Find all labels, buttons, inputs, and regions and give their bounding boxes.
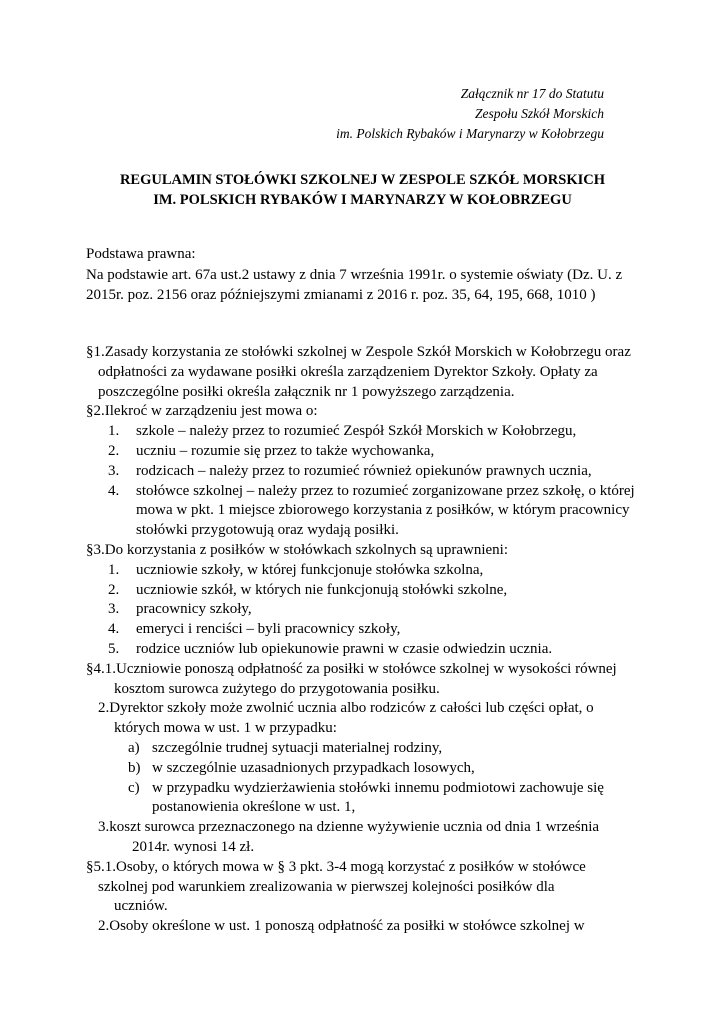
paragraph-line: poszczególne posiłki określa załącznik nr 1 powyższego zarządzenia. [98, 383, 515, 400]
list-number: 4. [108, 621, 120, 638]
list-item-continuation: stołówki przygotowują oraz wydają posiłki. [136, 522, 399, 539]
list-text: szkole – należy przez to rozumieć Zespół Szkół Morskich w Kołobrzegu, [136, 423, 577, 440]
section-2 [86, 402, 656, 541]
list-number: 3. [108, 601, 120, 618]
list-text: uczniowie szkoły, w której funkcjonuje stołówka szkolna, [136, 561, 484, 578]
list-number: 2. [108, 442, 120, 459]
list-item [86, 779, 656, 799]
document-title-line: REGULAMIN STOŁÓWKI SZKOLNEJ W ZESPOLE SZKÓŁ MORSKICH [119, 172, 606, 188]
list-text: uczniowie szkół, w których nie funkcjonują stołówki szkolne, [136, 581, 508, 598]
list-item [86, 640, 656, 660]
list-item [86, 739, 656, 759]
paragraph-line: szkolnej pod warunkiem zrealizowania w pierwszej kolejności posiłków dla [98, 878, 555, 895]
legal-basis-line: Na podstawie art. 67a ust.2 ustawy z dnia 7 września 1991r. o systemie oświaty (Dz. U. z [86, 266, 623, 283]
list-letter: c) [128, 779, 140, 796]
list-text: emeryci i renciści – byli pracownicy szkoły, [136, 621, 401, 638]
list-text: rodzice uczniów lub opiekunowie prawni w czasie odwiedzin ucznia. [136, 640, 553, 657]
attachment-note-line: Zespołu Szkół Morskich [475, 106, 604, 121]
section-3 [86, 541, 656, 660]
list-text: pracownicy szkoły, [136, 601, 252, 618]
paragraph-line: 3.koszt surowca przeznaczonego na dzienne wyżywienie ucznia od dnia 1 września [98, 819, 600, 836]
list-text: w szczególnie uzasadnionych przypadkach losowych, [152, 759, 475, 776]
paragraph-line: kosztom surowca zużytego do przygotowania posiłku. [114, 680, 440, 697]
legal-basis [86, 244, 646, 306]
section-1 [86, 343, 656, 402]
paragraph-line: §4.1.Uczniowie ponoszą odpłatność za posiłki w stołówce szkolnej w wysokości równej [86, 660, 617, 677]
section-intro: §3.Do korzystania z posiłków w stołówkach szkolnych są uprawnieni: [86, 541, 508, 558]
paragraph-line: 2.Dyrektor szkoły może zwolnić ucznia albo rodziców z całości lub części opłat, o [98, 700, 594, 717]
attachment-note-line: im. Polskich Rybaków i Marynarzy w Kołobrzegu [336, 126, 604, 141]
paragraph-line: których mowa w ust. 1 w przypadku: [114, 720, 337, 737]
attachment-note [336, 84, 604, 144]
list-text: rodzicach – należy przez to rozumieć również opiekunów prawnych ucznia, [136, 462, 592, 479]
list-text: szczególnie trudnej sytuacji materialnej rodziny, [152, 739, 443, 756]
list-letter: a) [128, 739, 140, 756]
paragraph-line: §1.Zasady korzystania ze stołówki szkolnej w Zespole Szkół Morskich w Kołobrzegu oraz [86, 344, 631, 360]
list-number: 2. [108, 581, 120, 598]
section-4 [86, 660, 656, 858]
list-item-continuation: postanowienia określone w ust. 1, [152, 799, 356, 816]
list-number: 5. [108, 640, 120, 657]
list-item [86, 422, 656, 442]
paragraph-line: §5.1.Osoby, o których mowa w § 3 pkt. 3-4 mogą korzystać z posiłków w stołówce [86, 858, 586, 875]
list-number: 1. [108, 423, 120, 440]
list-item [86, 482, 656, 502]
list-item [86, 442, 656, 462]
section-5 [86, 858, 656, 937]
legal-basis-heading: Podstawa prawna: [86, 246, 196, 262]
attachment-note-line: Załącznik nr 17 do Statutu [460, 86, 604, 101]
paragraph-line: odpłatności za wydawane posiłki określa zarządzeniem Dyrektor Szkoły. Opłaty za [98, 363, 598, 380]
list-number: 1. [108, 561, 120, 578]
document-title-line: IM. POLSKICH RYBAKÓW I MARYNARZY W KOŁOBRZEGU [153, 192, 572, 208]
list-item [86, 462, 656, 482]
list-item [86, 620, 656, 640]
list-text: stołówce szkolnej – należy przez to rozumieć zorganizowane przez szkołę, o której [136, 482, 635, 499]
list-item [86, 561, 656, 581]
section-intro: §2.Ilekroć w zarządzeniu jest mowa o: [86, 403, 318, 420]
paragraph-line: 2.Osoby określone w ust. 1 ponoszą odpłatność za posiłki w stołówce szkolnej w [98, 918, 585, 935]
paragraph-line: uczniów. [114, 898, 168, 915]
list-item-continuation: mowa w pkt. 1 miejsce zbiorowego korzystania z posiłków, w którym pracownicy [136, 502, 630, 519]
legal-basis-line: 2015r. poz. 2156 oraz późniejszymi zmianami z 2016 r. poz. 35, 64, 195, 668, 1010 ) [86, 287, 596, 303]
list-text: w przypadku wydzierżawienia stołówki innemu podmiotowi zachowuje się [152, 779, 604, 796]
list-item [86, 581, 656, 601]
list-letter: b) [128, 759, 141, 776]
list-item [86, 759, 656, 779]
list-number: 4. [108, 482, 120, 499]
list-text: uczniu – rozumie się przez to także wychowanka, [136, 442, 435, 459]
document-title [0, 170, 725, 210]
regulation-body [86, 343, 656, 937]
list-number: 3. [108, 462, 120, 479]
paragraph-line: 2014r. wynosi 14 zł. [132, 838, 255, 855]
list-item [86, 600, 656, 620]
